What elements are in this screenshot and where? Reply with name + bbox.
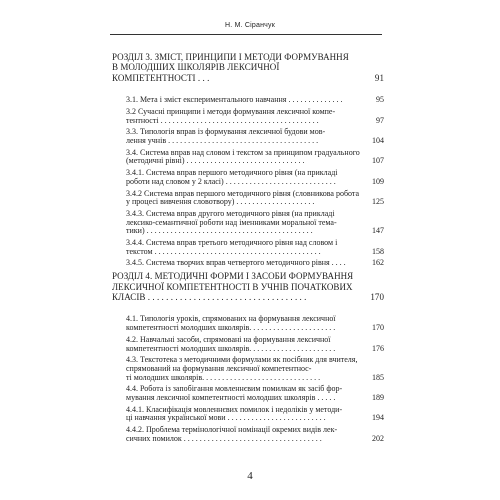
toc-entry <box>112 356 384 382</box>
toc-page-number: 147 <box>372 226 384 236</box>
toc-entry-title: 4.1. Типологія уроків, спрямованих на формування лексичної компетентності молодших школярів. . . . . . . . . . . . . . . . . . . . . . <box>126 314 336 333</box>
toc-page-number: 91 <box>374 72 384 83</box>
toc-chapter-title: РОЗДІЛ 4. МЕТОДИЧНІ ФОРМИ І ЗАСОБИ ФОРМУВАННЯ ЛЕКСИЧНОЇ КОМПЕТЕНТНОСТІ В УЧНІВ ПОЧАТКОВИХ КЛАСІВ . . . . . . . . . . . . . . . . . . . . . . . . . . . . . . . . . . . <box>112 271 354 302</box>
toc-chapter-4 <box>112 271 384 302</box>
toc-entry-title: 3.2 Сучасні принципи і методи формування лексичної компе- тентності . . . . . . . . . . . . . . . . . . . . . . . . . . . . . . . . . . . . . . . . <box>126 106 336 125</box>
toc-entry-title: 3.4.3. Система вправ другого методичного рівня (на прикладі лексико-семантичної роботи над іменниками моральної тема- тики) . . . . . . . . . . . . . . . . . . . . . . . . . . . . . . . . . . . . . . . . . . <box>126 208 337 236</box>
toc-entry <box>112 239 384 256</box>
toc-page-number: 125 <box>372 197 384 207</box>
toc-entry-title: 3.4.2 Система вправ першого методичного рівня (словникова робота у процесі вивчення словотвору) . . . . . . . . . . . . . . . . . . . . <box>126 188 360 207</box>
toc-entry <box>112 259 384 268</box>
toc-entry-title: 3.4.5. Система творчих вправ четвертого методичного рівня . . . . <box>126 258 346 268</box>
toc-entry <box>112 96 384 105</box>
header-rule <box>110 34 382 35</box>
toc-entry-title: 4.4. Робота із запобігання мовленнєвим помилкам як засіб фор- мування лексичної компетентності молодших школярів . . . . . <box>126 384 343 403</box>
toc-entry <box>112 336 384 353</box>
table-of-contents <box>112 52 384 447</box>
toc-entry <box>112 149 384 166</box>
toc-page-number: 158 <box>372 246 384 256</box>
toc-chapter-title: РОЗДІЛ 3. ЗМІСТ, ПРИНЦИПИ І МЕТОДИ ФОРМУВАННЯ В МОЛОДШИХ ШКОЛЯРІВ ЛЕКСИЧНОЇ КОМПЕТЕНТНОСТІ . . . <box>112 52 349 83</box>
toc-entry <box>112 315 384 332</box>
toc-entry <box>112 385 384 402</box>
toc-page-number: 97 <box>376 115 384 125</box>
toc-entry <box>112 108 384 125</box>
toc-entry-title: 4.2. Навчальні засоби, спрямовані на формування лексичної компетентності молодших школярів. . . . . . . . . . . . . . . . . . . . . . <box>126 334 336 353</box>
page-number: 4 <box>247 470 253 482</box>
toc-entry-title: 3.4.1. Система вправ першого методичного рівня (на прикладі роботи над словом у 2 класі) . . . . . . . . . . . . . . . . . . . . . . . . . . . . <box>126 168 338 186</box>
toc-entry-title: 4.3. Текстотека з методичними формулами як посібник для вчителя, спрямований на формування лексичної компетентнос- ті молодших школярів. . . . . . . . . . . . . . . . . . . . . . . . . . . . . . <box>126 355 358 382</box>
running-head: Н. М. Сіранчук <box>225 22 275 29</box>
toc-entry-title: 3.1. Мета і зміст експериментального навчання . . . . . . . . . . . . . . <box>126 95 343 105</box>
toc-page-number: 189 <box>372 393 384 403</box>
toc-page-number: 104 <box>372 136 384 146</box>
toc-page-number: 95 <box>376 95 384 105</box>
toc-entry-title: 3.4. Система вправ над словом і текстом за принципом градуального (методичні рівні) . . . . . . . . . . . . . . . . . . . . . . . . . . . . . . <box>126 147 360 166</box>
toc-page-number: 162 <box>372 258 384 268</box>
toc-page-number: 202 <box>372 433 384 443</box>
toc-entry-title: 3.4.4. Система вправ третього методичного рівня над словом і текстом . . . . . . . . . . . . . . . . . . . . . . . . . . . . . . . . . . . . . . . . . . <box>126 238 338 256</box>
toc-entry <box>112 210 384 236</box>
toc-page-number: 176 <box>372 343 384 353</box>
toc-entry-title: 4.4.2. Проблема термінологічної номінації окремих видів лек- сичних помилок . . . . . . . . . . . . . . . . . . . . . . . . . . . . . . . . . . . <box>126 425 338 443</box>
toc-entry <box>112 128 384 145</box>
toc-page-number: 170 <box>372 323 384 333</box>
toc-entry <box>112 406 384 423</box>
toc-page-number: 107 <box>372 156 384 166</box>
toc-entry-title: 3.3. Типологія вправ із формування лексичної будови мов- лення учнів . . . . . . . . . . . . . . . . . . . . . . . . . . . . . . . . . . . . . . <box>126 127 326 146</box>
toc-entry <box>112 190 384 207</box>
toc-page-number: 109 <box>372 176 384 186</box>
toc-page-number: 170 <box>370 291 384 302</box>
toc-page-number: 194 <box>372 413 384 423</box>
toc-entry-title: 4.4.1. Класифікація мовленнєвих помилок і недоліків у методи- ці навчання української мови . . . . . . . . . . . . . . . . . . . . . . . . . <box>126 404 343 423</box>
toc-page-number: 185 <box>372 372 384 382</box>
toc-entry <box>112 426 384 443</box>
toc-entry <box>112 169 384 186</box>
toc-chapter-3 <box>112 52 384 83</box>
